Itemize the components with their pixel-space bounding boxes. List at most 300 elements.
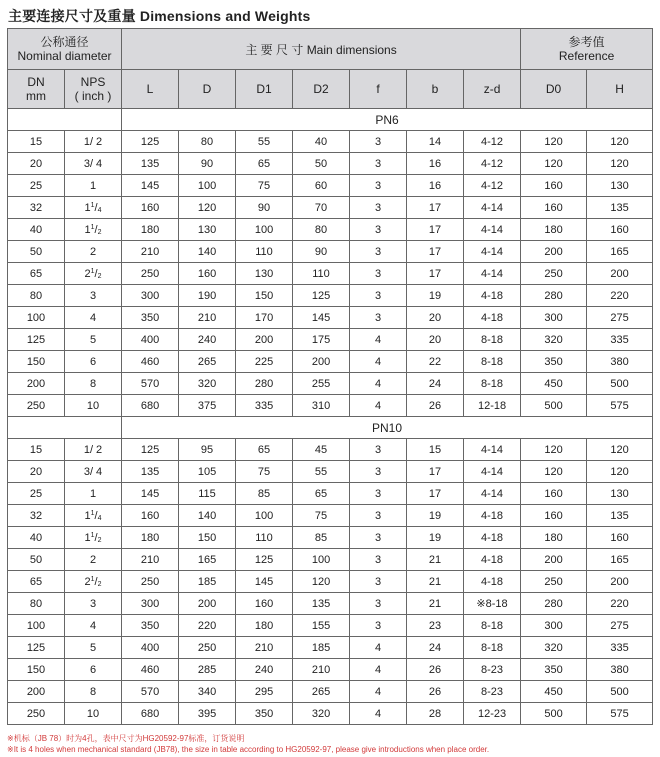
cell-f: 3 (350, 153, 407, 175)
cell-d2: 80 (293, 219, 350, 241)
cell-b: 20 (407, 307, 464, 329)
cell-h: 335 (587, 637, 653, 659)
dn-cell: 125 (8, 329, 65, 351)
cell-d0: 120 (521, 461, 587, 483)
cell-d2: 310 (293, 395, 350, 417)
dn-cell: 250 (8, 703, 65, 725)
cell-b: 24 (407, 373, 464, 395)
cell-d1: 65 (236, 439, 293, 461)
cell-zd: 8-23 (464, 681, 521, 703)
main-cn: 主 要 尺 寸 (245, 42, 304, 57)
cell-f: 3 (350, 593, 407, 615)
cell-h: 130 (587, 483, 653, 505)
nominal-cn: 公称通径 (40, 35, 89, 49)
cell-d0: 120 (521, 131, 587, 153)
section-blank-cell (8, 417, 122, 439)
cell-zd: 4-14 (464, 263, 521, 285)
cell-l: 250 (122, 571, 179, 593)
nps-cell: 10 (65, 703, 122, 725)
cell-zd: 4-14 (464, 241, 521, 263)
cell-d0: 160 (521, 175, 587, 197)
table-row (8, 197, 653, 219)
cell-d: 185 (179, 571, 236, 593)
cell-d0: 280 (521, 285, 587, 307)
col-header-D2: D2 (293, 70, 350, 109)
cell-b: 17 (407, 241, 464, 263)
cell-h: 500 (587, 681, 653, 703)
table-row (8, 461, 653, 483)
cell-f: 3 (350, 285, 407, 307)
cell-l: 570 (122, 681, 179, 703)
cell-zd: 4-12 (464, 153, 521, 175)
dn-cell: 100 (8, 307, 65, 329)
cell-zd: 12-18 (464, 395, 521, 417)
table-row (8, 395, 653, 417)
nps-whole: 1 (84, 509, 91, 522)
cell-b: 21 (407, 593, 464, 615)
cell-d: 375 (179, 395, 236, 417)
nominal-diameter-header (8, 29, 122, 70)
cell-b: 16 (407, 153, 464, 175)
section-row (8, 109, 653, 131)
nps-denominator: 2 (97, 580, 102, 588)
cell-b: 20 (407, 329, 464, 351)
table-row (8, 637, 653, 659)
nps-whole: 1 (84, 223, 91, 236)
cell-d0: 160 (521, 505, 587, 527)
col-header-f: f (350, 70, 407, 109)
nps-whole: 1 (84, 201, 91, 214)
ref-en: Reference (558, 49, 615, 63)
cell-f: 4 (350, 395, 407, 417)
cell-d2: 60 (293, 175, 350, 197)
cell-h: 335 (587, 329, 653, 351)
cell-h: 500 (587, 373, 653, 395)
nps-cell: 1 (65, 175, 122, 197)
cell-d1: 150 (236, 285, 293, 307)
cell-f: 4 (350, 329, 407, 351)
cell-d2: 50 (293, 153, 350, 175)
dn-cell: 80 (8, 593, 65, 615)
cell-d0: 320 (521, 637, 587, 659)
nps-cell (65, 527, 122, 549)
cell-l: 160 (122, 197, 179, 219)
cell-d1: 100 (236, 505, 293, 527)
cell-d0: 350 (521, 659, 587, 681)
col-header-H: H (587, 70, 653, 109)
cell-h: 380 (587, 351, 653, 373)
dn-cell: 32 (8, 197, 65, 219)
cell-d1: 180 (236, 615, 293, 637)
table-row (8, 351, 653, 373)
cell-h: 160 (587, 527, 653, 549)
dn-cell: 40 (8, 527, 65, 549)
nps-numerator: 1 (90, 223, 95, 231)
cell-f: 3 (350, 527, 407, 549)
table-row (8, 615, 653, 637)
cell-l: 570 (122, 373, 179, 395)
cell-d: 100 (179, 175, 236, 197)
cell-d0: 160 (521, 483, 587, 505)
cell-f: 3 (350, 263, 407, 285)
dn-label: DN (27, 75, 45, 89)
nps-cell (65, 263, 122, 285)
cell-d1: 280 (236, 373, 293, 395)
table-row (8, 241, 653, 263)
nps-cell: 8 (65, 373, 122, 395)
cell-b: 17 (407, 483, 464, 505)
cell-zd: 8-18 (464, 637, 521, 659)
cell-d2: 210 (293, 659, 350, 681)
cell-d1: 145 (236, 571, 293, 593)
nps-fraction-slash: / (94, 531, 98, 544)
cell-d2: 120 (293, 571, 350, 593)
cell-d1: 240 (236, 659, 293, 681)
nominal-en: Nominal diameter (17, 49, 112, 63)
cell-h: 200 (587, 263, 653, 285)
cell-zd: 8-18 (464, 329, 521, 351)
cell-d1: 90 (236, 197, 293, 219)
cell-d1: 170 (236, 307, 293, 329)
cell-l: 400 (122, 637, 179, 659)
nps-cell: 1/ 2 (65, 131, 122, 153)
cell-b: 17 (407, 197, 464, 219)
nps-header (65, 70, 122, 109)
nps-fraction-slash: / (94, 575, 98, 588)
cell-zd: 4-18 (464, 527, 521, 549)
footnotes (7, 733, 489, 755)
table-row (8, 153, 653, 175)
cell-d2: 320 (293, 703, 350, 725)
cell-l: 125 (122, 439, 179, 461)
dn-cell: 200 (8, 681, 65, 703)
table-row (8, 175, 653, 197)
nps-cell: 6 (65, 659, 122, 681)
cell-d: 250 (179, 637, 236, 659)
cell-d2: 145 (293, 307, 350, 329)
cell-l: 135 (122, 153, 179, 175)
nps-whole: 2 (84, 267, 91, 280)
table-row (8, 329, 653, 351)
cell-h: 275 (587, 615, 653, 637)
nps-cell: 3/ 4 (65, 153, 122, 175)
cell-d: 150 (179, 527, 236, 549)
cell-d: 395 (179, 703, 236, 725)
cell-f: 4 (350, 659, 407, 681)
table-row (8, 505, 653, 527)
cell-zd: 4-18 (464, 549, 521, 571)
col-header-L: L (122, 70, 179, 109)
cell-h: 220 (587, 285, 653, 307)
nps-denominator: 4 (97, 206, 102, 214)
cell-d0: 180 (521, 219, 587, 241)
cell-h: 120 (587, 461, 653, 483)
cell-d: 105 (179, 461, 236, 483)
cell-f: 3 (350, 439, 407, 461)
nps-cell (65, 219, 122, 241)
cell-d0: 450 (521, 681, 587, 703)
cell-f: 3 (350, 615, 407, 637)
cell-d: 210 (179, 307, 236, 329)
cell-d0: 200 (521, 549, 587, 571)
cell-d: 130 (179, 219, 236, 241)
cell-f: 3 (350, 571, 407, 593)
nps-cell: 1 (65, 483, 122, 505)
cell-b: 17 (407, 263, 464, 285)
cell-l: 350 (122, 307, 179, 329)
cell-d2: 175 (293, 329, 350, 351)
dn-cell: 80 (8, 285, 65, 307)
cell-zd: 8-23 (464, 659, 521, 681)
cell-h: 165 (587, 241, 653, 263)
cell-f: 4 (350, 637, 407, 659)
cell-h: 120 (587, 439, 653, 461)
dn-cell: 20 (8, 461, 65, 483)
cell-f: 4 (350, 703, 407, 725)
dimensions-table (7, 28, 653, 725)
cell-d2: 70 (293, 197, 350, 219)
cell-h: 380 (587, 659, 653, 681)
cell-l: 160 (122, 505, 179, 527)
dn-cell: 50 (8, 549, 65, 571)
cell-zd: 8-18 (464, 351, 521, 373)
table-row (8, 659, 653, 681)
nps-cell (65, 505, 122, 527)
page-title: 主要连接尺寸及重量 Dimensions and Weights (8, 8, 311, 24)
cell-b: 21 (407, 549, 464, 571)
cell-d2: 265 (293, 681, 350, 703)
cell-d2: 185 (293, 637, 350, 659)
cell-l: 300 (122, 285, 179, 307)
cell-l: 145 (122, 483, 179, 505)
dn-cell: 25 (8, 175, 65, 197)
cell-d0: 300 (521, 307, 587, 329)
table-row (8, 593, 653, 615)
cell-h: 575 (587, 395, 653, 417)
cell-h: 120 (587, 153, 653, 175)
cell-l: 180 (122, 527, 179, 549)
cell-d2: 90 (293, 241, 350, 263)
table-row (8, 703, 653, 725)
table-row (8, 131, 653, 153)
cell-l: 125 (122, 131, 179, 153)
cell-d: 220 (179, 615, 236, 637)
cell-d1: 125 (236, 549, 293, 571)
cell-f: 3 (350, 549, 407, 571)
cell-l: 460 (122, 351, 179, 373)
dn-header (8, 70, 65, 109)
cell-h: 200 (587, 571, 653, 593)
cell-d2: 45 (293, 439, 350, 461)
cell-zd: 4-18 (464, 505, 521, 527)
cell-zd: 4-18 (464, 285, 521, 307)
dn-cell: 250 (8, 395, 65, 417)
nps-cell: 3/ 4 (65, 461, 122, 483)
cell-zd: 12-23 (464, 703, 521, 725)
cell-h: 160 (587, 219, 653, 241)
cell-d: 95 (179, 439, 236, 461)
nps-denominator: 2 (97, 272, 102, 280)
table-row (8, 571, 653, 593)
reference-header (521, 29, 653, 70)
cell-d2: 255 (293, 373, 350, 395)
cell-zd: ※8-18 (464, 593, 521, 615)
cell-b: 17 (407, 461, 464, 483)
nps-fraction-slash: / (94, 509, 98, 522)
cell-d1: 335 (236, 395, 293, 417)
cell-h: 135 (587, 505, 653, 527)
nps-fraction-slash: / (94, 201, 98, 214)
cell-d: 165 (179, 549, 236, 571)
cell-d0: 500 (521, 395, 587, 417)
ref-cn: 参考值 (568, 35, 605, 49)
cell-d1: 110 (236, 241, 293, 263)
cell-f: 4 (350, 351, 407, 373)
nps-cell: 3 (65, 285, 122, 307)
dimensions-table-wrapper (7, 28, 652, 725)
cell-zd: 4-14 (464, 197, 521, 219)
cell-d0: 500 (521, 703, 587, 725)
cell-zd: 4-18 (464, 571, 521, 593)
cell-l: 250 (122, 263, 179, 285)
cell-f: 4 (350, 373, 407, 395)
cell-zd: 4-14 (464, 483, 521, 505)
nps-cell: 1/ 2 (65, 439, 122, 461)
cell-zd: 4-14 (464, 461, 521, 483)
table-row (8, 219, 653, 241)
mm-label: mm (26, 89, 46, 103)
col-header-D0: D0 (521, 70, 587, 109)
cell-f: 3 (350, 461, 407, 483)
dn-cell: 200 (8, 373, 65, 395)
cell-l: 460 (122, 659, 179, 681)
cell-zd: 4-14 (464, 439, 521, 461)
footnote-cn: ※机标（JB 78）时为4孔，表中尺寸为HG20592-97标准，订货说明 (7, 734, 245, 743)
cell-b: 19 (407, 505, 464, 527)
cell-d: 80 (179, 131, 236, 153)
cell-b: 26 (407, 681, 464, 703)
cell-d1: 200 (236, 329, 293, 351)
cell-d0: 120 (521, 153, 587, 175)
cell-d: 320 (179, 373, 236, 395)
cell-b: 16 (407, 175, 464, 197)
cell-f: 4 (350, 681, 407, 703)
cell-d2: 85 (293, 527, 350, 549)
cell-l: 145 (122, 175, 179, 197)
table-row (8, 263, 653, 285)
cell-b: 19 (407, 527, 464, 549)
nps-label: NPS (80, 75, 106, 89)
cell-d0: 120 (521, 439, 587, 461)
nps-fraction-slash: / (94, 267, 98, 280)
cell-d1: 350 (236, 703, 293, 725)
cell-zd: 8-18 (464, 615, 521, 637)
nps-numerator: 1 (90, 267, 95, 275)
dn-cell: 32 (8, 505, 65, 527)
cell-d1: 85 (236, 483, 293, 505)
cell-d1: 110 (236, 527, 293, 549)
nps-numerator: 1 (90, 575, 95, 583)
cell-d2: 110 (293, 263, 350, 285)
cell-b: 14 (407, 131, 464, 153)
table-row (8, 681, 653, 703)
cell-b: 19 (407, 285, 464, 307)
dn-cell: 100 (8, 615, 65, 637)
cell-d2: 200 (293, 351, 350, 373)
cell-b: 17 (407, 219, 464, 241)
cell-d1: 75 (236, 461, 293, 483)
nps-cell: 2 (65, 241, 122, 263)
nps-numerator: 1 (90, 531, 95, 539)
nps-denominator: 2 (97, 228, 102, 236)
cell-f: 3 (350, 241, 407, 263)
cell-d: 115 (179, 483, 236, 505)
cell-b: 28 (407, 703, 464, 725)
cell-d2: 125 (293, 285, 350, 307)
cell-d0: 350 (521, 351, 587, 373)
dn-cell: 25 (8, 483, 65, 505)
col-header-D: D (179, 70, 236, 109)
cell-l: 180 (122, 219, 179, 241)
cell-d1: 100 (236, 219, 293, 241)
nps-cell: 4 (65, 307, 122, 329)
cell-d1: 295 (236, 681, 293, 703)
cell-f: 3 (350, 483, 407, 505)
cell-d: 120 (179, 197, 236, 219)
cell-zd: 8-18 (464, 373, 521, 395)
nps-denominator: 2 (97, 536, 102, 544)
cell-b: 26 (407, 659, 464, 681)
cell-d0: 180 (521, 527, 587, 549)
cell-f: 3 (350, 175, 407, 197)
cell-d2: 40 (293, 131, 350, 153)
cell-b: 15 (407, 439, 464, 461)
cell-b: 26 (407, 395, 464, 417)
cell-h: 120 (587, 131, 653, 153)
cell-l: 400 (122, 329, 179, 351)
nps-cell: 4 (65, 615, 122, 637)
table-row (8, 549, 653, 571)
cell-d2: 55 (293, 461, 350, 483)
cell-b: 21 (407, 571, 464, 593)
cell-h: 575 (587, 703, 653, 725)
cell-b: 22 (407, 351, 464, 373)
cell-h: 130 (587, 175, 653, 197)
cell-d: 285 (179, 659, 236, 681)
cell-d: 160 (179, 263, 236, 285)
cell-f: 3 (350, 131, 407, 153)
dn-cell: 15 (8, 131, 65, 153)
cell-f: 3 (350, 219, 407, 241)
cell-d2: 155 (293, 615, 350, 637)
cell-h: 275 (587, 307, 653, 329)
cell-d1: 160 (236, 593, 293, 615)
nps-cell: 3 (65, 593, 122, 615)
nps-cell: 5 (65, 637, 122, 659)
cell-l: 210 (122, 549, 179, 571)
cell-d: 340 (179, 681, 236, 703)
dn-cell: 65 (8, 571, 65, 593)
cell-zd: 4-18 (464, 307, 521, 329)
cell-d2: 75 (293, 505, 350, 527)
cell-h: 135 (587, 197, 653, 219)
cell-zd: 4-12 (464, 131, 521, 153)
cell-l: 300 (122, 593, 179, 615)
nps-denominator: 4 (97, 514, 102, 522)
cell-d0: 250 (521, 571, 587, 593)
cell-l: 680 (122, 395, 179, 417)
col-header-z-d: z-d (464, 70, 521, 109)
